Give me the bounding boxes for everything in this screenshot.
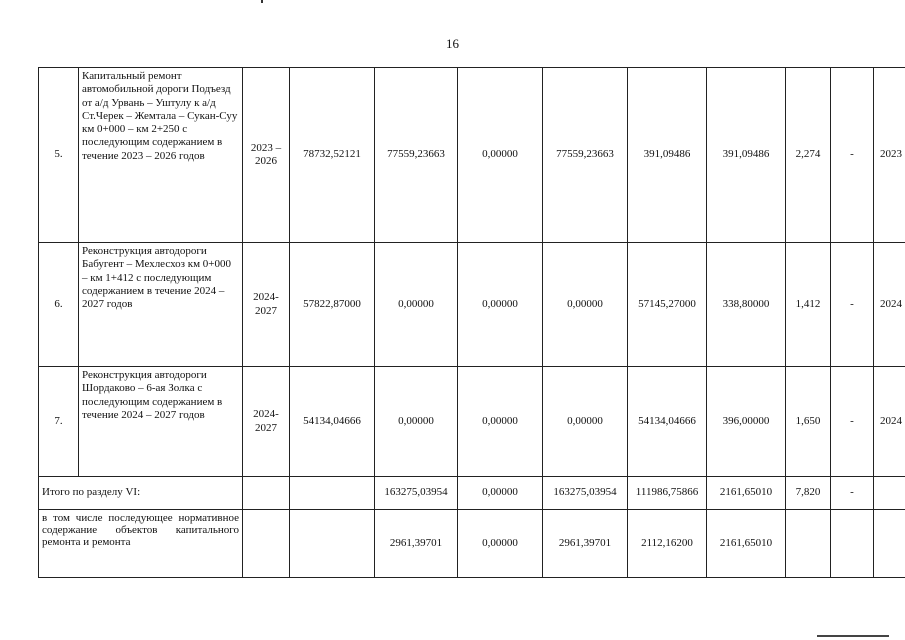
period: 2024-2027 xyxy=(243,367,290,477)
cell-value: 0,00000 xyxy=(458,477,543,510)
empty-cell xyxy=(874,477,905,510)
cell-value: 0,00000 xyxy=(543,243,628,367)
total-row xyxy=(39,477,905,510)
cell-value: - xyxy=(831,243,874,367)
table-row xyxy=(39,68,905,243)
cell-value: 2961,39701 xyxy=(543,510,628,578)
object-name: Реконструкция автодороги Шордаково – 6-ая Золка с последующим содержанием в течение 2024 – 2027 годов xyxy=(79,367,243,477)
row-number: 7. xyxy=(39,367,79,477)
cell-value: 78732,52121 xyxy=(290,68,375,243)
cell-value: 57822,87000 xyxy=(290,243,375,367)
empty-cell xyxy=(874,510,905,578)
cell-value: 338,80000 xyxy=(707,243,786,367)
empty-cell xyxy=(786,510,831,578)
cell-value: 0,00000 xyxy=(458,510,543,578)
cell-value: 0,00000 xyxy=(458,68,543,243)
subtotal-row xyxy=(39,510,905,578)
cell-value: 0,00000 xyxy=(458,243,543,367)
cell-value: 396,00000 xyxy=(707,367,786,477)
cell-value: 163275,03954 xyxy=(543,477,628,510)
table-row xyxy=(39,367,905,477)
row-number: 5. xyxy=(39,68,79,243)
table-row xyxy=(39,243,905,367)
cell-value: 1,412 xyxy=(786,243,831,367)
cell-value: 391,09486 xyxy=(628,68,707,243)
cell-value: - xyxy=(831,68,874,243)
cell-value: 0,00000 xyxy=(458,367,543,477)
scan-mark xyxy=(261,0,263,3)
empty-cell xyxy=(831,510,874,578)
cell-value: 2161,65010 xyxy=(707,477,786,510)
cell-value: 54134,04666 xyxy=(628,367,707,477)
cell-value: 2024 xyxy=(874,243,905,367)
subtotal-label: в том числе последующее нормативное содержание объектов капитального ремонта и ремонта xyxy=(39,510,243,578)
total-label: Итого по разделу VI: xyxy=(39,477,243,510)
cell-value: 2023 xyxy=(874,68,905,243)
cell-value: 2112,16200 xyxy=(628,510,707,578)
report-table xyxy=(38,67,905,578)
cell-value: 57145,27000 xyxy=(628,243,707,367)
cell-value: 1,650 xyxy=(786,367,831,477)
cell-value: 77559,23663 xyxy=(543,68,628,243)
row-number: 6. xyxy=(39,243,79,367)
empty-cell xyxy=(243,510,290,578)
cell-value: - xyxy=(831,477,874,510)
period: 2023 – 2026 xyxy=(243,68,290,243)
cell-value: 391,09486 xyxy=(707,68,786,243)
scan-line xyxy=(817,635,889,637)
cell-value: - xyxy=(831,367,874,477)
period: 2024-2027 xyxy=(243,243,290,367)
cell-value: 0,00000 xyxy=(375,243,458,367)
object-name: Реконструкция автодороги Бабугент – Мехлесхоз км 0+000 – км 1+412 с последующим содержанием в течение 2024 – 2027 годов xyxy=(79,243,243,367)
cell-value: 2961,39701 xyxy=(375,510,458,578)
empty-cell xyxy=(243,477,290,510)
cell-value: 54134,04666 xyxy=(290,367,375,477)
cell-value: 2,274 xyxy=(786,68,831,243)
cell-value: 0,00000 xyxy=(375,367,458,477)
object-name: Капитальный ремонт автомобильной дороги Подъезд от а/д Урвань – Уштулу к а/д Ст.Черек – Жемтала – Сукан-Суу км 0+000 – км 2+250 с последующим содержанием в течение 2023 – 2026 годов xyxy=(79,68,243,243)
empty-cell xyxy=(290,510,375,578)
cell-value: 2161,65010 xyxy=(707,510,786,578)
cell-value: 111986,75866 xyxy=(628,477,707,510)
empty-cell xyxy=(290,477,375,510)
cell-value: 0,00000 xyxy=(543,367,628,477)
cell-value: 7,820 xyxy=(786,477,831,510)
cell-value: 2024 xyxy=(874,367,905,477)
page-number: 16 xyxy=(446,36,459,51)
cell-value: 163275,03954 xyxy=(375,477,458,510)
cell-value: 77559,23663 xyxy=(375,68,458,243)
